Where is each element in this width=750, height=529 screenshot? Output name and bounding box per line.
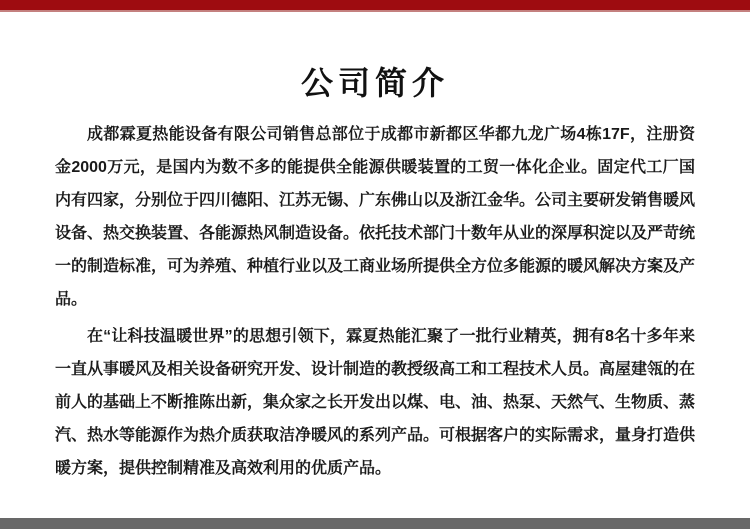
intro-paragraph-1: 成都霖夏热能设备有限公司销售总部位于成都市新都区华都九龙广场4栋17F，注册资金2000万元，是国内为数不多的能提供全能源供暖装置的工贸一体化企业。固定代工厂国内有四家，分别位于四川德阳、江苏无锡、广东佛山以及浙江金华。公司主要研发销售暖风设备、热交换装置、各能源热风制造设备。依托技术部门十数年从业的深厚积淀以及严苛统一的制造标准，可为养殖、种植行业以及工商业场所提供全方位多能源的暖风解决方案及产品。 xyxy=(55,126,696,308)
intro-paragraph-2: 在“让科技温暖世界”的思想引领下，霖夏热能汇聚了一批行业精英，拥有8名十多年来一直从事暖风及相关设备研究开发、设计制造的教授级高工和工程技术人员。高屋建瓴的在前人的基础上不断推陈出新，集众家之长开发出以煤、电、油、热泵、天然气、生物质、蒸汽、热水等能源作为热介质获取洁净暖风的系列产品。可根据客户的实际需求，量身打造供暖方案，提供控制精准及高效利用的优质产品。 xyxy=(55,328,696,477)
bottom-footer-bar xyxy=(0,518,750,529)
company-intro-text xyxy=(55,118,695,485)
page-title: 公司简介 xyxy=(300,65,449,101)
top-accent-bar xyxy=(0,0,750,12)
